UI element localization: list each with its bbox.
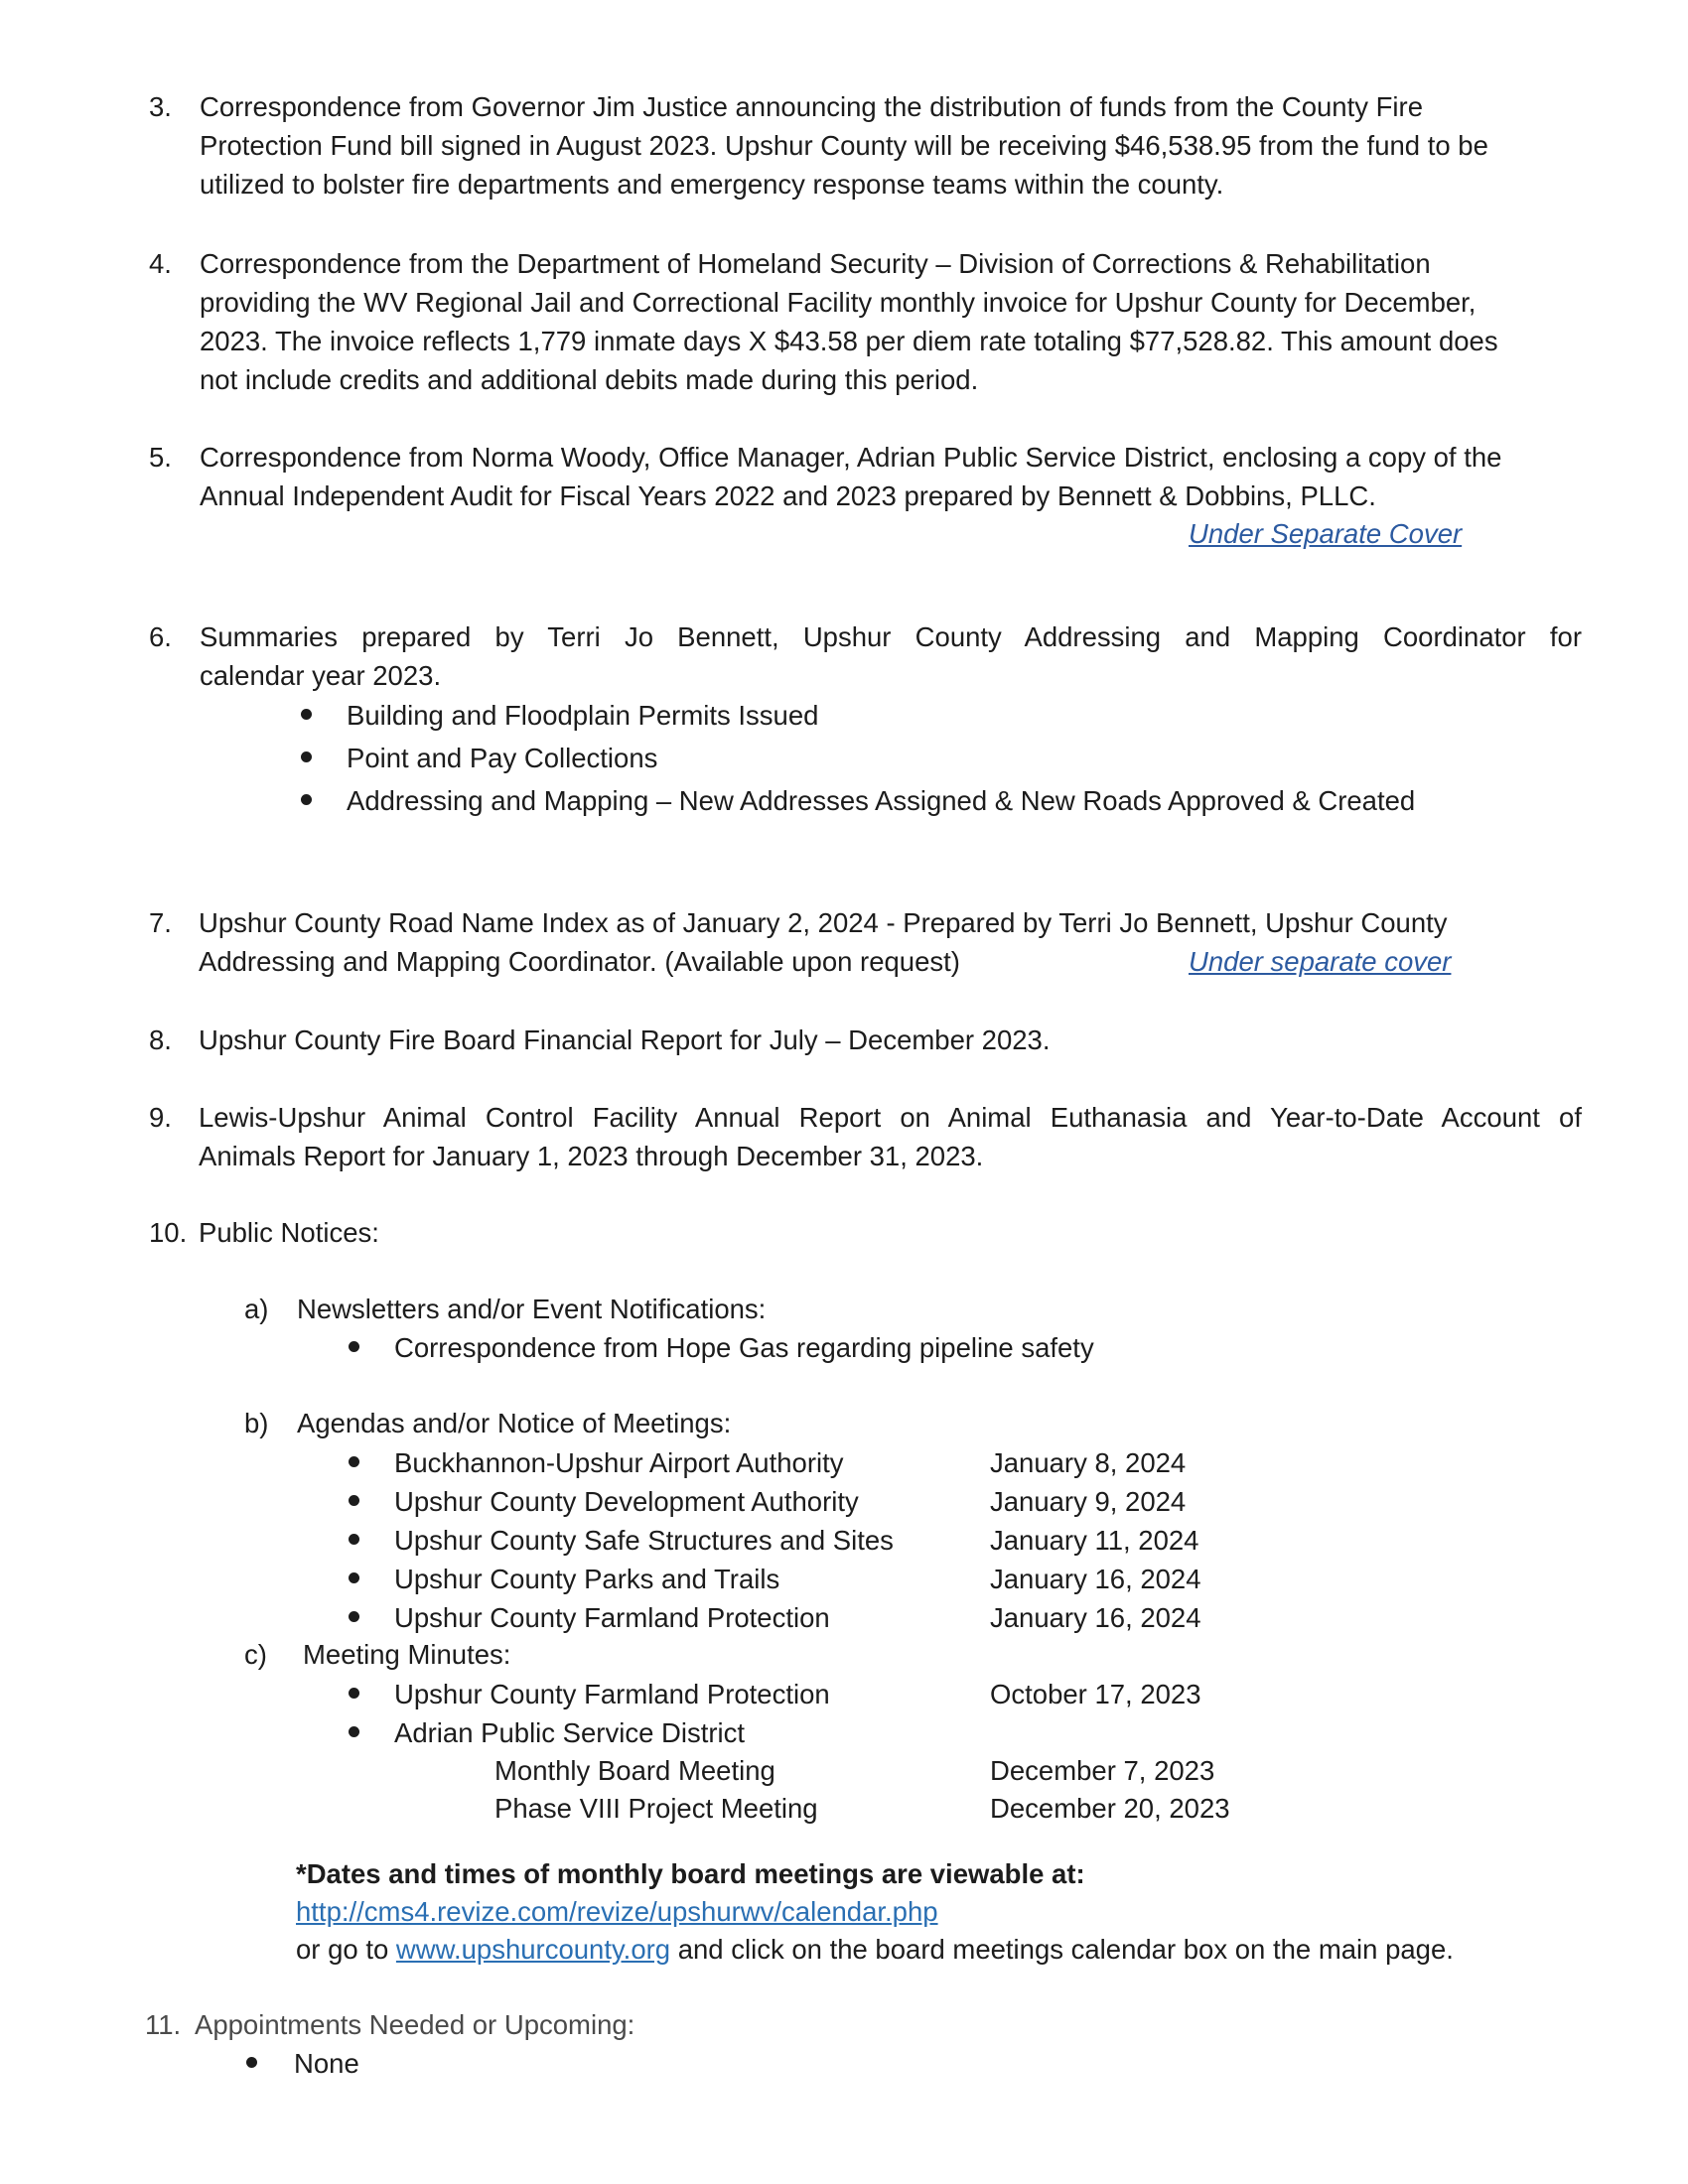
minutes-date: December 7, 2023 bbox=[990, 1755, 1215, 1786]
bullet-icon bbox=[349, 1495, 359, 1506]
item-11-bullet: None bbox=[294, 2048, 359, 2079]
item-9-line-1: Lewis-Upshur Animal Control Facility Annual Report on Animal Euthanasia and Year-to-Date Account of bbox=[199, 1102, 1582, 1133]
bullet-icon bbox=[349, 1572, 359, 1583]
item-4-line-4: not include credits and additional debits made during this period. bbox=[200, 364, 979, 395]
item-number: 4. bbox=[149, 248, 172, 279]
bullet-icon bbox=[349, 1611, 359, 1622]
bullet-icon bbox=[301, 794, 312, 805]
item-10-title: Public Notices: bbox=[199, 1217, 379, 1248]
item-4-line-1: Correspondence from the Department of Homeland Security – Division of Corrections & Rehabilitation bbox=[200, 248, 1431, 279]
meeting-date: January 8, 2024 bbox=[990, 1447, 1187, 1478]
subitem-title: Meeting Minutes: bbox=[303, 1639, 511, 1670]
item-3-line-3: utilized to bolster fire departments and emergency response teams within the county. bbox=[200, 169, 1224, 200]
item-3-line-2: Protection Fund bill signed in August 2023. Upshur County will be receiving $46,538.95 from the fund to be bbox=[200, 130, 1488, 161]
bullet-icon bbox=[349, 1341, 359, 1352]
subitem-label: c) bbox=[244, 1639, 267, 1670]
calendar-note-line bbox=[296, 1930, 1454, 1969]
item-9-line-2: Animals Report for January 1, 2023 through December 31, 2023. bbox=[199, 1141, 984, 1171]
meeting-name: Upshur County Development Authority bbox=[394, 1486, 859, 1517]
item-number: 6. bbox=[149, 621, 172, 652]
item-4-line-3: 2023. The invoice reflects 1,779 inmate days X $43.58 per diem rate totaling $77,528.82. This amount does bbox=[200, 326, 1498, 356]
item-6-bullet: Building and Floodplain Permits Issued bbox=[347, 700, 819, 731]
meeting-name: Upshur County Parks and Trails bbox=[394, 1564, 780, 1594]
subitem-label: b) bbox=[244, 1408, 269, 1438]
minutes-subname: Monthly Board Meeting bbox=[494, 1755, 775, 1786]
item-number: 9. bbox=[149, 1102, 172, 1133]
subitem-label: a) bbox=[244, 1294, 269, 1324]
subitem-title: Agendas and/or Notice of Meetings: bbox=[297, 1408, 732, 1438]
meeting-date: January 9, 2024 bbox=[990, 1486, 1187, 1517]
item-7-line-1: Upshur County Road Name Index as of January 2, 2024 - Prepared by Terri Jo Bennett, Upshur County bbox=[199, 907, 1448, 938]
meeting-date: January 16, 2024 bbox=[990, 1602, 1201, 1633]
minutes-name: Adrian Public Service District bbox=[394, 1717, 746, 1748]
county-website-link[interactable]: www.upshurcounty.org bbox=[395, 1934, 671, 1965]
meeting-date: January 11, 2024 bbox=[990, 1525, 1199, 1556]
item-8-line-1: Upshur County Fire Board Financial Report for July – December 2023. bbox=[199, 1024, 1051, 1055]
meeting-name: Upshur County Farmland Protection bbox=[394, 1602, 830, 1633]
under-separate-cover-note: Under Separate Cover bbox=[1189, 518, 1463, 549]
meeting-name: Buckhannon-Upshur Airport Authority bbox=[394, 1447, 844, 1478]
item-number: 10. bbox=[149, 1217, 188, 1248]
bullet-icon bbox=[349, 1534, 359, 1545]
item-number: 5. bbox=[149, 442, 172, 473]
minutes-name: Upshur County Farmland Protection bbox=[394, 1679, 830, 1709]
item-6-line-2: calendar year 2023. bbox=[200, 660, 442, 691]
item-number: 8. bbox=[149, 1024, 172, 1055]
item-6-line-1: Summaries prepared by Terri Jo Bennett, Upshur County Addressing and Mapping Coordinator for bbox=[200, 621, 1582, 652]
under-separate-cover-note: Under separate cover bbox=[1189, 946, 1452, 977]
item-5-line-2: Annual Independent Audit for Fiscal Years 2022 and 2023 prepared by Bennett & Dobbins, PLLC. bbox=[200, 480, 1376, 511]
bullet-icon bbox=[301, 709, 312, 720]
minutes-date: December 20, 2023 bbox=[990, 1793, 1230, 1824]
item-11-title: Appointments Needed or Upcoming: bbox=[195, 2009, 635, 2040]
meeting-name: Upshur County Safe Structures and Sites bbox=[394, 1525, 894, 1556]
minutes-date: October 17, 2023 bbox=[990, 1679, 1201, 1709]
item-number: 3. bbox=[149, 91, 172, 122]
bullet-icon bbox=[246, 2057, 257, 2068]
meeting-date: January 16, 2024 bbox=[990, 1564, 1201, 1594]
bullet-icon bbox=[301, 751, 312, 762]
item-number: 7. bbox=[149, 907, 172, 938]
item-number: 11. bbox=[145, 2009, 182, 2040]
minutes-subname: Phase VIII Project Meeting bbox=[494, 1793, 818, 1824]
calendar-note-suffix: and click on the board meetings calendar box on the main page. bbox=[677, 1934, 1454, 1965]
bullet-icon bbox=[349, 1456, 359, 1467]
item-6-bullet: Point and Pay Collections bbox=[347, 743, 658, 773]
bullet-icon bbox=[349, 1688, 359, 1699]
item-5-line-1: Correspondence from Norma Woody, Office Manager, Adrian Public Service District, enclosing a copy of the bbox=[200, 442, 1502, 473]
calendar-url-link[interactable]: http://cms4.revize.com/revize/upshurwv/calendar.php bbox=[296, 1896, 938, 1927]
item-4-line-2: providing the WV Regional Jail and Correctional Facility monthly invoice for Upshur County for December, bbox=[200, 287, 1477, 318]
bullet-icon bbox=[349, 1726, 359, 1737]
item-3-line-1: Correspondence from Governor Jim Justice announcing the distribution of funds from the County Fire bbox=[200, 91, 1423, 122]
item-7-line-2: Addressing and Mapping Coordinator. (Available upon request) bbox=[199, 946, 960, 977]
notice-bullet: Correspondence from Hope Gas regarding pipeline safety bbox=[394, 1332, 1094, 1363]
subitem-title: Newsletters and/or Event Notifications: bbox=[297, 1294, 767, 1324]
calendar-note-heading: *Dates and times of monthly board meetings are viewable at: bbox=[296, 1858, 1085, 1889]
calendar-note-prefix: or go to bbox=[296, 1934, 389, 1965]
item-6-bullet: Addressing and Mapping – New Addresses Assigned & New Roads Approved & Created bbox=[347, 785, 1416, 816]
